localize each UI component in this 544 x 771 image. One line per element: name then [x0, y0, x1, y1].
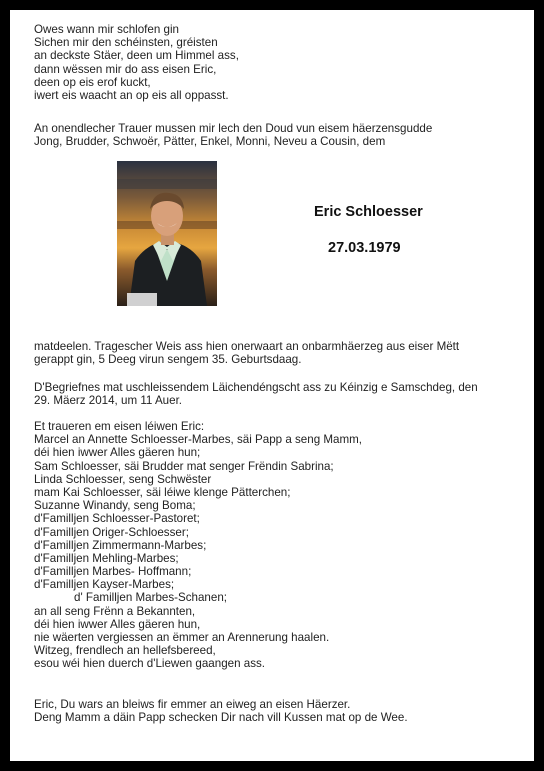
intro-text — [34, 122, 524, 148]
mourner-line: esou wéi hien duerch d'Liewen gaangen ass. — [34, 657, 266, 671]
mourner-line: nie wäerten vergiessen an ëmmer an Arennerung haalen. — [34, 631, 330, 644]
deceased-name: Eric Schloesser — [314, 204, 423, 220]
details-line: gerappt gin, 5 Deeg virun sengem 35. Geburtsdaag. — [34, 353, 302, 367]
poem — [34, 23, 524, 102]
mourner-line: mam Kai Schloesser, säi léiwe klenge Pätterchen; — [34, 485, 291, 499]
mourner-line: d'Familljen Zimmermann-Marbes; — [34, 538, 207, 552]
closing-line: Deng Mamm a däin Papp schecken Dir nach vill Kussen mat op de Wee. — [34, 711, 408, 725]
mourners-list — [34, 420, 524, 671]
mourner-line: d'Familljen Origer-Schloesser; — [34, 525, 189, 539]
portrait-photo — [117, 161, 217, 306]
mourner-line: Suzanne Winandy, seng Boma; — [34, 499, 196, 513]
intro-line: Jong, Brudder, Schwoër, Pätter, Enkel, Monni, Neveu a Cousin, dem — [34, 135, 386, 149]
poem-line: Sichen mir den schéinsten, gréisten — [34, 36, 218, 50]
mourner-line: d'Familljen Schloesser-Pastoret; — [34, 512, 200, 526]
poem-line: Owes wann mir schlofen gin — [34, 23, 179, 36]
details-line: matdeelen. Tragescher Weis ass hien onerwaart an onbarmhäerzeg aus eiser Mëtt — [34, 340, 460, 353]
mourner-line: déi hien iwwer Alles gäeren hun; — [34, 446, 201, 460]
mourner-line: Linda Schloesser, seng Schwëster — [34, 472, 212, 486]
mourner-line: Et traueren em eisen léiwen Eric: — [34, 420, 205, 433]
funeral-line: D'Begriefnes mat uschleissendem Läichendéngscht ass zu Kéinzig e Samschdeg, den — [34, 381, 478, 394]
mourner-line: Witzeg, frendlech an hellefsbereed, — [34, 644, 216, 658]
obituary-page — [10, 10, 534, 761]
intro-line: An onendlecher Trauer mussen mir lech den Doud vun eisem häerzensgudde — [34, 122, 433, 135]
mourner-line: an all seng Frënn a Bekannten, — [34, 604, 196, 618]
poem-line: iwert eis waacht an op eis all oppasst. — [34, 88, 229, 102]
mourner-line: déi hien iwwer Alles gäeren hun, — [34, 617, 201, 631]
mourner-line: d'Familljen Mehling-Marbes; — [34, 551, 179, 565]
details-text — [34, 340, 524, 366]
poem-line: an deckste Stäer, deen um Himmel ass, — [34, 49, 239, 63]
funeral-text — [34, 381, 524, 407]
mourner-line-indented: d' Familljen Marbes-Schanen; — [74, 591, 228, 605]
mourner-line: d'Familljen Marbes- Hoffmann; — [34, 565, 192, 579]
portrait-image — [117, 161, 217, 306]
mourner-line: d'Familljen Kayser-Marbes; — [34, 578, 175, 592]
birth-date: 27.03.1979 — [328, 240, 401, 256]
mourner-line: Marcel an Annette Schloesser-Marbes, säi Papp a seng Mamm, — [34, 433, 362, 447]
poem-line: deen op eis erof kuckt, — [34, 75, 151, 89]
poem-line: dann wëssen mir do ass eisen Eric, — [34, 62, 217, 76]
closing-line: Eric, Du wars an bleiws fir emmer an eiweg an eisen Häerzer. — [34, 698, 351, 711]
closing-text — [34, 698, 524, 724]
funeral-line: 29. Mäerz 2014, um 11 Auer. — [34, 394, 183, 408]
mourner-line: Sam Schloesser, säi Brudder mat senger Frëndin Sabrina; — [34, 459, 334, 473]
